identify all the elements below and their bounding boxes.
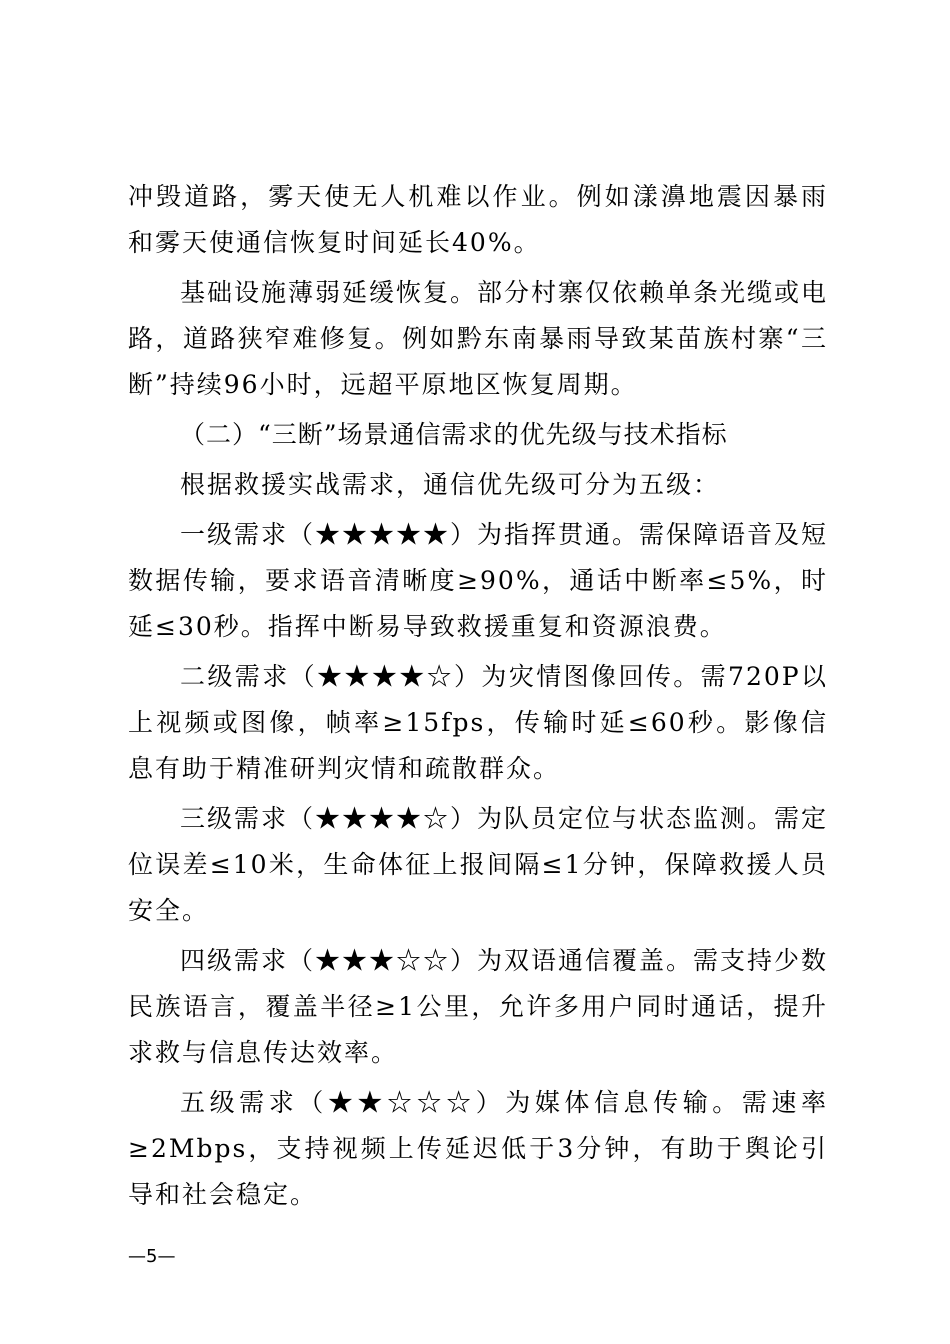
document-body <box>128 174 828 1222</box>
paragraph-weather-impact: 冲毁道路，雾天使无人机难以作业。例如漾濞地震因暴雨和雾天使通信恢复时间延长40%。 <box>128 182 828 257</box>
paragraph-level-2: 二级需求（★★★★☆）为灾情图像回传。需720P以上视频或图像，帧率≥15fps，传输时延≤60秒。影像信息有助于精准研判灾情和疏散群众。 <box>128 662 828 783</box>
paragraph-level-5: 五级需求（★★☆☆☆）为媒体信息传输。需速率≥2Mbps，支持视频上传延迟低于3分钟，有助于舆论引导和社会稳定。 <box>128 1088 828 1209</box>
paragraph-infrastructure: 基础设施薄弱延缓恢复。部分村寨仅依赖单条光缆或电路，道路狭窄难修复。例如黔东南暴雨导致某苗族村寨“三断”持续96小时，远超平原地区恢复周期。 <box>128 278 829 399</box>
paragraph-level-3: 三级需求（★★★★☆）为队员定位与状态监测。需定位误差≤10米，生命体征上报间隔≤1分钟，保障救援人员安全。 <box>128 804 829 925</box>
page-number: —5— <box>128 1246 176 1267</box>
paragraph-level-1: 一级需求（★★★★★）为指挥贯通。需保障语音及短数据传输，要求语音清晰度≥90%，通话中断率≤5%，时延≤30秒。指挥中断易导致救援重复和资源浪费。 <box>128 520 829 641</box>
paragraph-level-4: 四级需求（★★★☆☆）为双语通信覆盖。需支持少数民族语言，覆盖半径≥1公里，允许多用户同时通话，提升求救与信息传达效率。 <box>128 946 829 1067</box>
paragraph-priority-intro: 根据救援实战需求，通信优先级可分为五级： <box>180 470 721 499</box>
section-heading: （二）“三断”场景通信需求的优先级与技术指标 <box>180 420 728 449</box>
